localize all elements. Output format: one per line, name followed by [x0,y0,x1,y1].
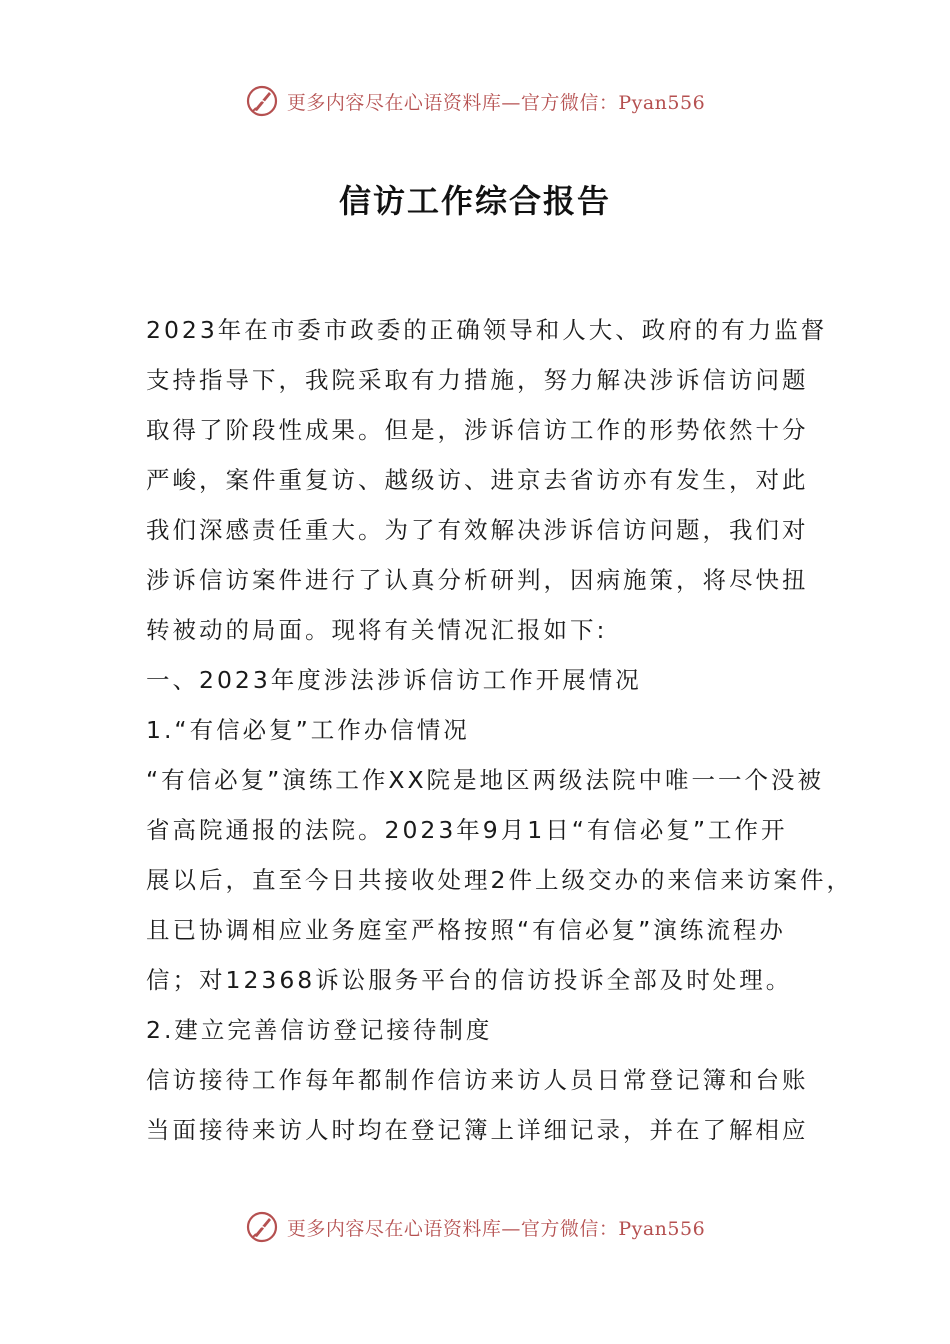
body-line: 2023年在市委市政委的正确领导和人大、政府的有力监督 [146,316,828,344]
body-line: 展以后，直至今日共接收处理2件上级交办的来信来访案件， [146,866,853,894]
section-heading: 一、2023年度涉法涉诉信访工作开展情况 [146,666,642,694]
quill-pen-circle-icon [245,84,279,118]
quill-pen-circle-icon [245,1210,279,1244]
document-title: 信访工作综合报告 [338,182,611,220]
body-line: 信；对12368诉讼服务平台的信访投诉全部及时处理。 [146,966,793,994]
document-body [146,305,853,1155]
watermark-text: 更多内容尽在心语资料库—官方微信：Pyan556 [286,91,706,114]
body-line: 信访接待工作每年都制作信访来访人员日常登记簿和台账 [146,1066,809,1094]
body-line: 省高院通报的法院。2023年9月1日“有信必复”工作开 [146,816,788,844]
watermark-text: 更多内容尽在心语资料库—官方微信：Pyan556 [286,1217,706,1240]
body-line: 我们深感责任重大。为了有效解决涉诉信访问题，我们对 [146,516,809,544]
subsection-heading: 1.“有信必复”工作办信情况 [146,716,470,744]
body-line: 严峻，案件重复访、越级访、进京去省访亦有发生，对此 [146,466,809,494]
subsection-heading: 2.建立完善信访登记接待制度 [146,1016,493,1044]
body-line: “有信必复”演练工作XX院是地区两级法院中唯一一个没被 [146,766,825,794]
body-line: 支持指导下，我院采取有力措施，努力解决涉诉信访问题 [146,366,809,394]
body-line: 涉诉信访案件进行了认真分析研判，因病施策，将尽快扭 [146,566,809,594]
footer-watermark [0,1210,950,1244]
body-line: 且已协调相应业务庭室严格按照“有信必复”演练流程办 [146,916,786,944]
header-watermark [0,84,950,118]
body-line: 取得了阶段性成果。但是，涉诉信访工作的形势依然十分 [146,416,809,444]
body-line: 当面接待来访人时均在登记簿上详细记录，并在了解相应 [146,1116,809,1144]
body-line: 转被动的局面。现将有关情况汇报如下: [146,616,608,644]
